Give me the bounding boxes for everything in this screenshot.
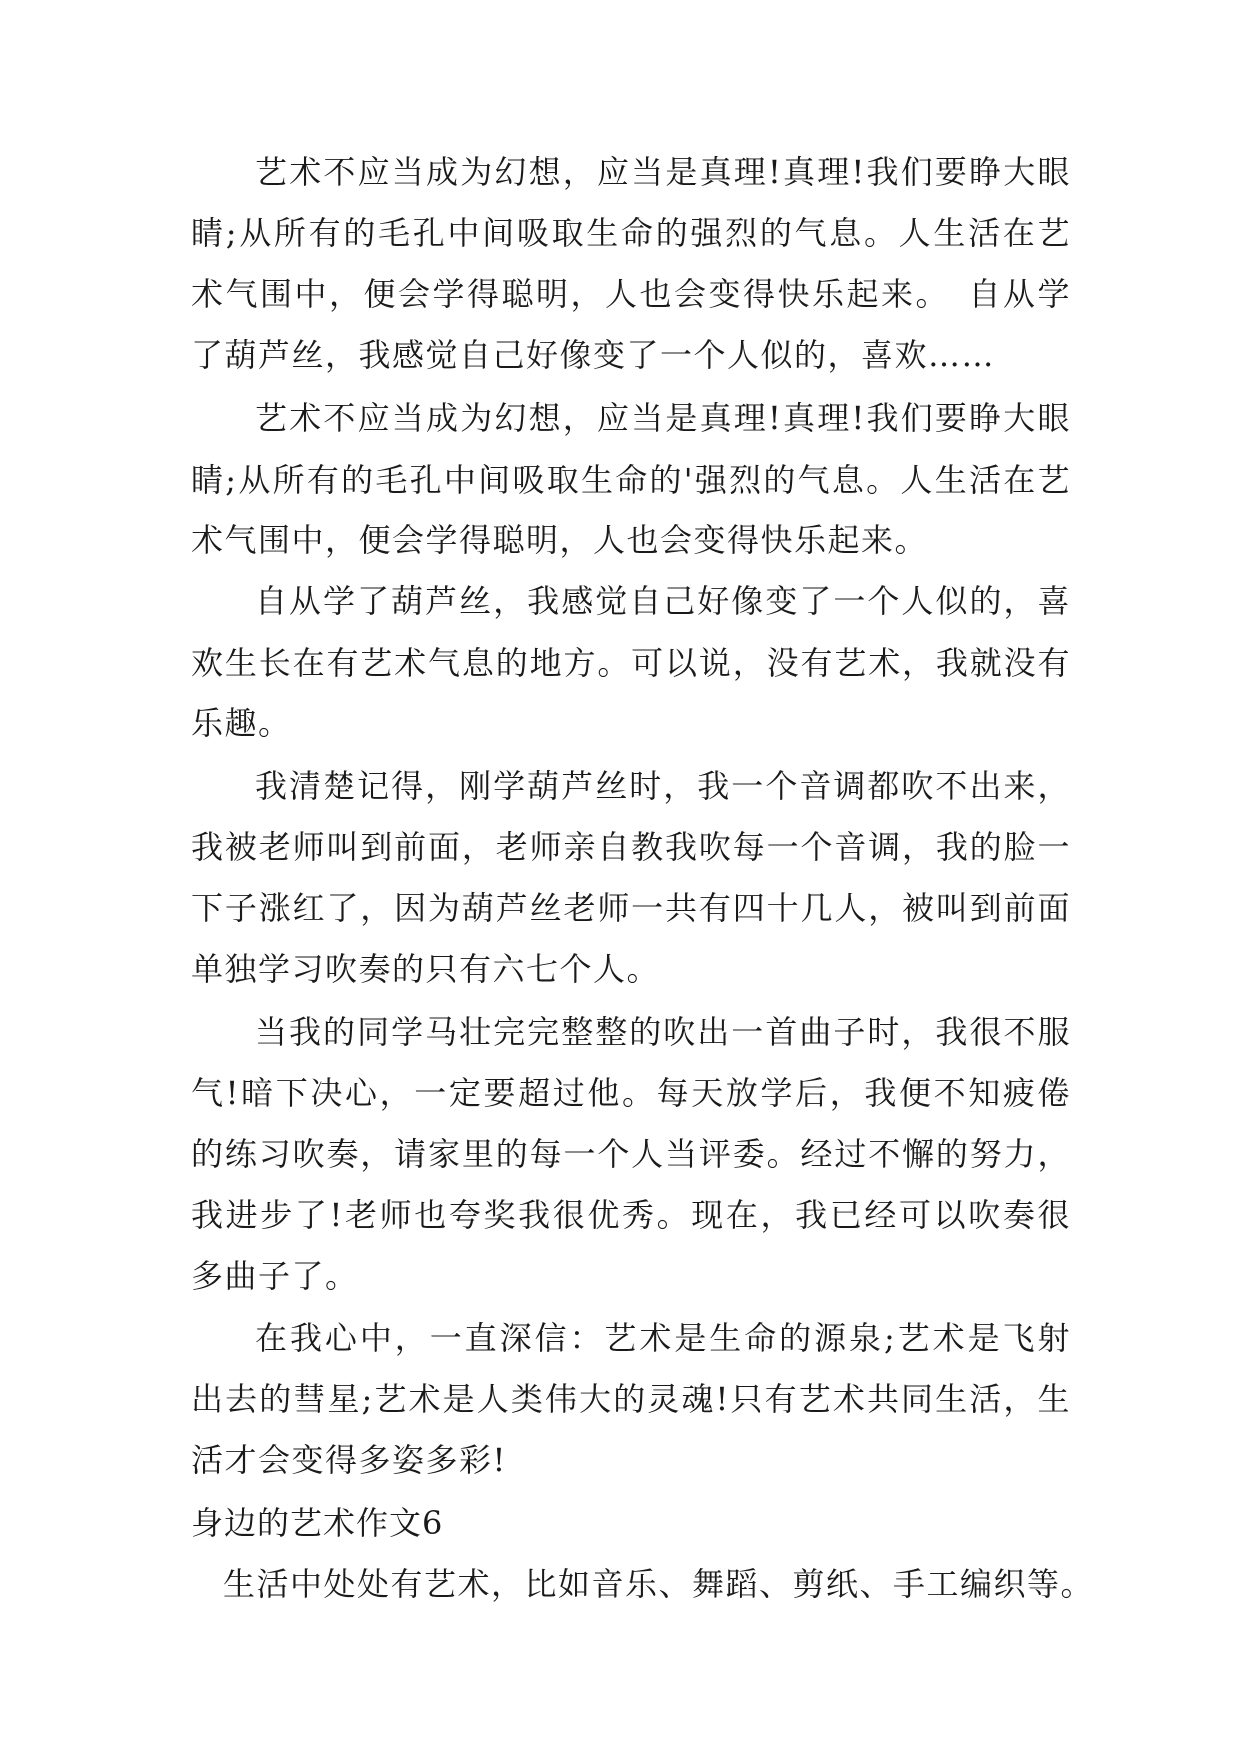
text-line: 术气围中，便会学得聪明，人也会变得快乐起来。	[191, 521, 929, 559]
text-line: 术气围中，便会学得聪明，人也会变得快乐起来。 自从学	[191, 275, 1071, 313]
text-line: 生活中处处有艺术，比如音乐、舞蹈、剪纸、手工编织等。	[223, 1565, 1095, 1603]
text-line: 多曲子了。	[191, 1257, 359, 1295]
text-line: 睛;从所有的毛孔中间吸取生命的'强烈的气息。人生活在艺	[191, 461, 1071, 499]
text-line: 的练习吹奏，请家里的每一个人当评委。经过不懈的努力，	[191, 1135, 1071, 1173]
text-line: 活才会变得多姿多彩!	[191, 1441, 507, 1479]
text-line: 出去的彗星;艺术是人类伟大的灵魂!只有艺术共同生活，生	[191, 1380, 1071, 1418]
text-line: 欢生长在有艺术气息的地方。可以说，没有艺术，我就没有	[191, 644, 1071, 682]
text-line: 艺术不应当成为幻想，应当是真理!真理!我们要睁大眼	[255, 153, 1071, 191]
text-line: 乐趣。	[191, 704, 292, 742]
text-line: 下子涨红了，因为葫芦丝老师一共有四十几人，被叫到前面	[191, 889, 1071, 927]
text-line: 自从学了葫芦丝，我感觉自己好像变了一个人似的，喜	[255, 582, 1071, 620]
text-line: 我进步了!老师也夸奖我很优秀。现在，我已经可以吹奏很	[191, 1196, 1071, 1234]
text-line: 我清楚记得，刚学葫芦丝时，我一个音调都吹不出来，	[255, 767, 1071, 805]
text-line: 当我的同学马壮完完整整的吹出一首曲子时，我很不服	[255, 1013, 1071, 1051]
text-line: 气!暗下决心，一定要超过他。每天放学后，我便不知疲倦	[191, 1074, 1071, 1112]
text-line: 艺术不应当成为幻想，应当是真理!真理!我们要睁大眼	[255, 399, 1071, 437]
text-line: 在我心中，一直深信：艺术是生命的源泉;艺术是飞射	[255, 1319, 1071, 1357]
section-heading: 身边的艺术作文6	[191, 1504, 444, 1542]
text-line: 睛;从所有的毛孔中间吸取生命的强烈的气息。人生活在艺	[191, 214, 1071, 252]
text-line: 单独学习吹奏的只有六七个人。	[191, 950, 661, 988]
text-line: 我被老师叫到前面，老师亲自教我吹每一个音调，我的脸一	[191, 828, 1071, 866]
text-line: 了葫芦丝，我感觉自己好像变了一个人似的，喜欢……	[191, 336, 996, 374]
